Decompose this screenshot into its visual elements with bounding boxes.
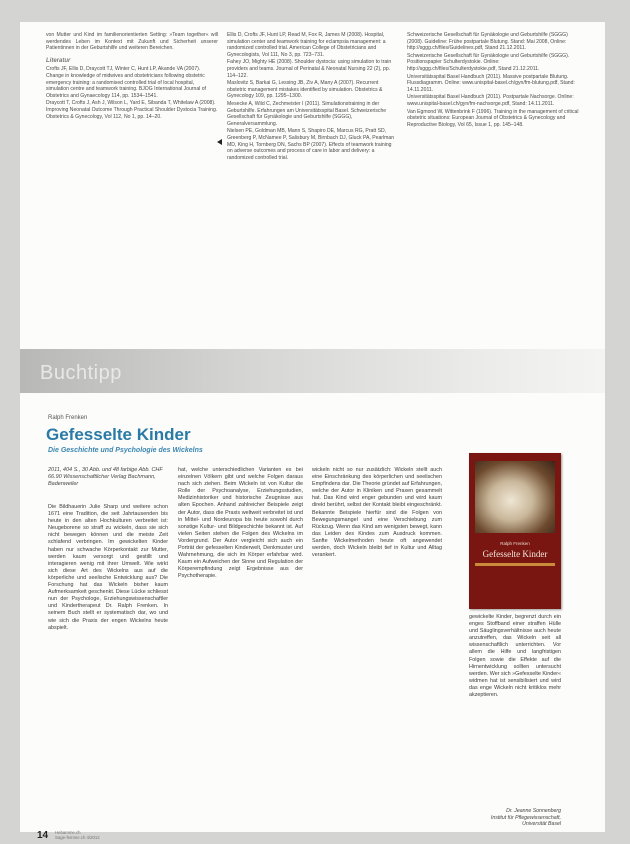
literature-heading: Literatur (46, 57, 71, 64)
reference-list-1 (46, 66, 218, 120)
journal-footer (55, 830, 100, 840)
section-title: Buchtipp (40, 362, 122, 384)
cover-author: Ralph Frenken (500, 541, 530, 546)
cover-title: Gefesselte Kinder (482, 549, 548, 559)
reference-item: Ellis D, Crofts JF, Hunt LP, Read M, Fox R, James M (2008). Hospital, simulation center and teamwork training for eclampsia management: a randomized controlled trial. American College of Obstetricians and Gynecologists, Vol 111, No 3, pp. 723–731. (227, 32, 386, 58)
reference-item: Maslovitz S, Barkai G, Lessing JB, Ziv A, Many A (2007). Recurrent obstetric management mistakes identified by simulation. Obstetrics & Gynecology 109, pp. 1295–1300. (227, 80, 383, 100)
end-of-article-marker (217, 139, 222, 145)
reviewer-name: Dr. Jeanne Sonnenberg (506, 808, 561, 814)
page-number: 14 (37, 830, 49, 841)
footer-line-2: Sage-femme.ch 4/2012 (55, 835, 100, 840)
reference-item: Mesecke A, Wild C, Zechmeister I (2011). Simulationstraining in der Geburtshilfe. Erfahrungen am Universitätsspital Basel. Schweizerische Gesellschaft für Gynäkologie und Geburtshilfe (SGGG), Generalversammlung. (227, 100, 387, 127)
reference-list-3 (407, 32, 582, 129)
cover-stripe (475, 563, 555, 566)
book-cover (469, 453, 561, 609)
bibliographic-info: 2011, 404 S., 30 Abb. und 48 farbige Abb. CHF 66.90 Wissenschaftlicher Verlag Bachmann, Badenweiler (48, 467, 163, 487)
reference-item: Schweizerische Gesellschaft für Gynäkologie und Geburtshilfe (SGGG) (2008). Guideline: Frühe postpartale Blutung. Stand: Mai 2008, Online: http://sggg.ch/files/Guidelines.pdf, Stand 21.12.2011. (407, 32, 568, 52)
reference-item: Fahey JO, Mighty HE (2008). Shoulder dystocia: using simulation to train providers and teams. Journal of Perinatal & Neonatal Nursing 22 (2), pp. 114–122. (227, 59, 392, 79)
reference-list-2 (227, 32, 397, 162)
reference-item: Schweizerische Gesellschaft für Gynäkologie und Geburtshilfe (SGGG). Positionspapier Schulterdystokie. Online: http://sggg.ch/files/Schulterdystokie.pdf, Stand 21.12.2011. (407, 52, 570, 72)
reference-item: Universitätsspital Basel Handbuch (2011). Postpartale Nachsorge. Online: www.unispital-basel.ch/gyn/fm-nachsorge.pdf, Stand: 14.11.2011. (407, 94, 574, 107)
review-author: Ralph Frenken (48, 415, 88, 421)
review-title: Gefesselte Kinder (46, 425, 191, 444)
reference-item: Universitätsspital Basel Handbuch (2011). Massive postpartale Blutung. Flussdiagramm. Online: www.unispital-basel.ch/gyn/fm-blutung.pdf, Stand: 14.11.2011. (407, 73, 575, 93)
reviewer-institution: Institut für Pflegewissenschaft, Universität Basel (490, 814, 561, 828)
review-column-2: hat, welche unterschiedlichen Varianten es bei einzelnen Völkern gibt und welche Folgen daraus nach sich ziehen. Beim Wickeln ist von Kultur die Rolle der Psychoanalyse, Erziehungsstudien, Medizinhistoriker und historische Zeugnisse aus alten Epochen. Anhand zahlreicher Beispiele zeigt der Autor, dass die Praxis weltweit verbreitet ist und in Mittel- und Nordeuropa bis heute sowohl durch sonstige Kultur- und Bildgeschichte bekannt ist. Auf vielen Seiten stehen die Folgen des Wickelns im Vordergrund. Der Autor vergleicht sich auch ein Porträt der gefesselten Kinderwelt, Denkmuster und Wahrnehmung, die sich im Körper erfahrbar wird. Kaum ein Aufweichen der Sinne und Regulation der Körperempfindung zeigt Ergebnisse aus der Psychotherapie. (178, 467, 303, 580)
intro-paragraph: von Mutter und Kind im familienorientierten Setting: »Team together« will werdendes Leben im Kontext mit Zukunft und Sicherheit unserer Patientinnen in der Geburtshilfe und weiteren Bereichen. (46, 32, 218, 52)
journal-page (20, 22, 605, 841)
review-column-4: gewickelte Kinder, begrenzt durch ein enges Stoffband einer straffen Hülle und Säuglingsverhältnisse auch heute anzutreffen, das Wickeln seit all wissenschaftlich unterrichten. Vor allem die Hilfe und langfristigen Folgen sowie die Effekte auf die Hirnentwicklung sollten untersucht werden. Wer sich »Gefesselte Kinder« widmen hat ist sensibilisiert und wird das enge Wickeln nicht kritiklos mehr akzeptieren. (469, 614, 561, 699)
top-column-1 (46, 32, 218, 121)
cover-photo (475, 461, 555, 533)
reference-item: Van Egmond W, Wittenbrink F (1996). Training in the management of critical obstetric situations: European Journal of Obstetrics & Gynecology and Reproductive Biology, Vol 65, Issue 1, pp. 145–148. (407, 108, 579, 128)
footer-line-1: Hebamme.ch (55, 830, 81, 835)
reviewer-signature (469, 808, 561, 828)
review-column-3: wickeln nicht so nur zusätzlich: Wickeln stellt auch eine Einschränkung des körperlichen und seelischen Empfindens dar. Die Theorie gründet auf Erfahrungen, welche der Autor in Kliniken und Praxen gesammelt hat. Das Kind wird enger gebunden und wird kaum direkt berührt, selbst der Kontakt bleibt eingeschränkt. Bekannte Beispiele hierfür sind die Folgen von Bewegungsmangel und eine Verschiebung zum Rückzug. Wenn das Kind am wenigsten bewegt, kann das Leiden des Kindes zum Ausdruck kommen. Sanfte Wickelmethoden heute oft angewendet werden, doch Wickeln bleibt tief in Kultur und Alltag verankert. (312, 467, 442, 559)
reference-item: Crofts JF, Ellis D, Draycott TJ, Winter C, Hunt LP, Akande VA (2007). Change in knowledge of midwives and obstetricians following obstetric emergency training: a randomised controlled trial of local hospital, simulation centre and teamwork training. BJOG International Journal of Obstetrics and Gynaecology 114, pp. 1534–1541. (46, 66, 206, 99)
review-column-1: Die Bildhauerin Julie Sharp und weitere schon 1671 eine Tradition, die seit Jahrtausenden bis heute in den alten Hochkulturen verbreitet ist: Neugeborene so straff zu wickeln, dass sie sich nicht bewegen können und die meiste Zeit schlafend verbringen. Im gewickelten Kinder haben nur schwache Körperkontakt zur Mutter, werden kaum versorgt und gestillt und interagieren wenig mit ihrer Umwelt. Wie wirkt sich diese Art des Wickelns aus auf die körperliche und seelische Entwicklung aus? Die Forschung hat das Wickeln bisher kaum Aufmerksamkeit geschenkt. Diese Lücke schliesst nun der Psychologe, Erziehungswissenschaftler und Kindertherapeut Dr. Ralph Frenken. In seinem Buch stellt er systematisch dar, wo und wie sich die Praxis der engen Wickelns heute abspielt. (48, 504, 168, 631)
reference-item: Draycott T, Crofts J, Ash J, Wilson L, Yard E, Sibanda T, Whitelaw A (2008). Improving Neonatal Outcome Through Practical Shoulder Dystocia Training. Obstetrics & Gynecology, Vol 112, No 1, pp. 14–20. (46, 100, 218, 120)
reference-item: Nielsen PE, Goldman MB, Mann S, Shapiro DE, Marcus RG, Pratt SD, Greenberg P, McNamee P, Salisbury M, Birnbach DJ, Gluck PA, Pearlman MD, King H, Tornberg DN, Sachs BP (2007). Effects of teamwork training on adverse outcomes and process of care in labor and delivery: a randomized controlled trial. (227, 128, 395, 161)
review-subtitle: Die Geschichte und Psychologie des Wickelns (48, 447, 203, 454)
